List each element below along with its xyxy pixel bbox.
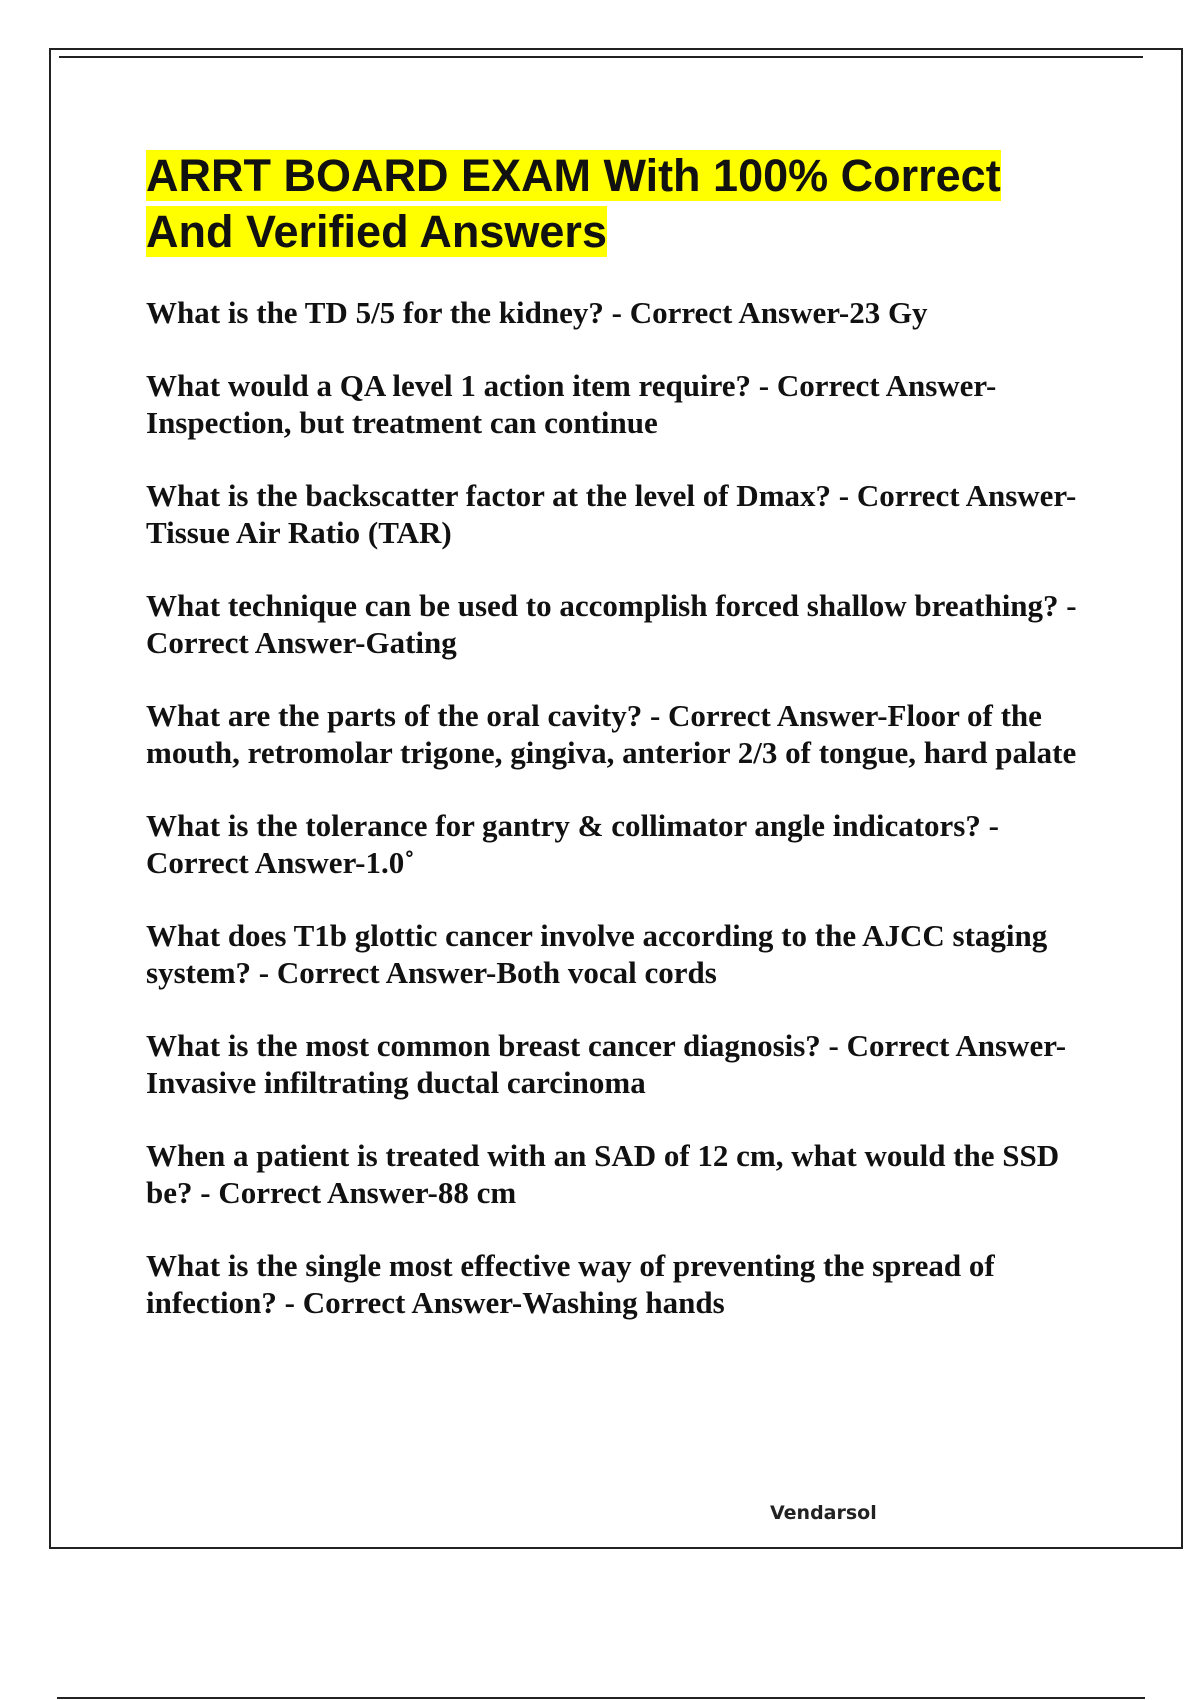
- qa-item: What is the backscatter factor at the level of Dmax? - Correct Answer-Tissue Air Ratio (TAR): [146, 478, 1077, 550]
- footer-brand: Vendarsol: [770, 1502, 877, 1524]
- page-title: [146, 148, 1086, 260]
- qa-item: What is the tolerance for gantry & collimator angle indicators? - Correct Answer-1.0˚: [146, 808, 999, 880]
- qa-item: What would a QA level 1 action item require? - Correct Answer-Inspection, but treatment can continue: [146, 368, 997, 440]
- title-highlight: ARRT BOARD EXAM With 100% Correct And Verified Answers: [146, 150, 1001, 257]
- qa-item: When a patient is treated with an SAD of 12 cm, what would the SSD be? - Correct Answer-88 cm: [146, 1138, 1060, 1210]
- qa-item: What does T1b glottic cancer involve according to the AJCC staging system? - Correct Answer-Both vocal cords: [146, 918, 1048, 990]
- qa-item: What is the single most effective way of preventing the spread of infection? - Correct Answer-Washing hands: [146, 1248, 995, 1320]
- top-rule: [59, 56, 1143, 58]
- qa-item: What is the TD 5/5 for the kidney? - Correct Answer-23 Gy: [146, 295, 928, 330]
- document-body: [146, 148, 1086, 1357]
- qa-item: What is the most common breast cancer diagnosis? - Correct Answer-Invasive infiltrating ductal carcinoma: [146, 1028, 1067, 1100]
- qa-list: [146, 294, 1086, 1321]
- qa-item: What technique can be used to accomplish forced shallow breathing? - Correct Answer-Gating: [146, 588, 1077, 660]
- bottom-rule: [57, 1697, 1145, 1699]
- qa-item: What are the parts of the oral cavity? - Correct Answer-Floor of the mouth, retromolar trigone, gingiva, anterior 2/3 of tongue, hard palate: [146, 698, 1077, 770]
